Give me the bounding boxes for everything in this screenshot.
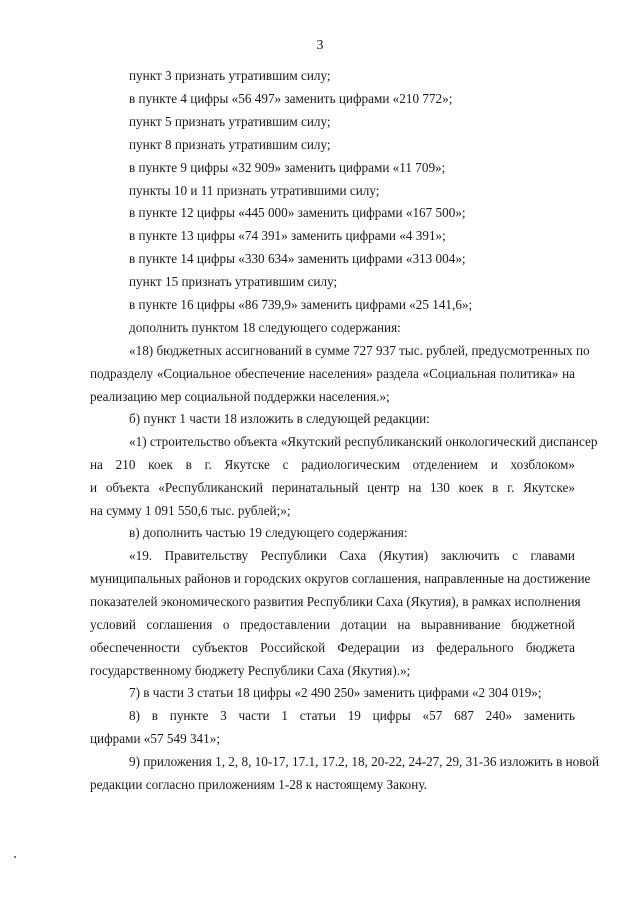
text-line: дополнить пунктом 18 следующего содержания: xyxy=(129,320,401,335)
text-line: пункт 3 признать утратившим силу; xyxy=(129,68,331,83)
text-line: пункт 8 признать утратившим силу; xyxy=(129,137,331,152)
text-line: 8) в пункте 3 части 1 статьи 19 цифры «57 687 240» заменить xyxy=(129,708,575,723)
text-line: в) дополнить частью 19 следующего содержания: xyxy=(129,525,408,540)
text-line: в пункте 4 цифры «56 497» заменить цифрами «210 772»; xyxy=(129,91,453,106)
text-line: государственному бюджету Республики Саха (Якутия).»; xyxy=(90,663,411,678)
text-line: в пункте 14 цифры «330 634» заменить цифрами «313 004»; xyxy=(129,251,466,266)
text-line: в пункте 13 цифры «74 391» заменить цифрами «4 391»; xyxy=(129,228,446,243)
text-line: пункт 15 признать утратившим силу; xyxy=(129,274,338,289)
text-line: б) пункт 1 части 18 изложить в следующей редакции: xyxy=(129,411,430,426)
text-line: на 210 коек в г. Якутске с радиологическим отделением и хозблоком» xyxy=(90,457,575,472)
text-line: подразделу «Социальное обеспечение населения» раздела «Социальная политика» на xyxy=(90,366,575,381)
text-line: «1) строительство объекта «Якутский республиканский онкологический диспансер xyxy=(129,434,598,449)
text-line: в пункте 16 цифры «86 739,9» заменить цифрами «25 141,6»; xyxy=(129,297,473,312)
text-line: муниципальных районов и городских округов соглашения, направленные на достижение xyxy=(90,571,591,586)
text-line: и объекта «Республиканский перинатальный центр на 130 коек в г. Якутске» xyxy=(90,480,575,495)
text-line: «18) бюджетных ассигнований в сумме 727 937 тыс. рублей, предусмотренных по xyxy=(129,343,590,358)
text-line: на сумму 1 091 550,6 тыс. рублей;»; xyxy=(90,503,291,518)
text-line: 7) в части 3 статьи 18 цифры «2 490 250» заменить цифрами «2 304 019»; xyxy=(129,685,542,700)
page-number: 3 xyxy=(316,38,324,53)
text-line: реализацию мер социальной поддержки населения.»; xyxy=(90,389,390,404)
text-line: в пункте 12 цифры «445 000» заменить цифрами «167 500»; xyxy=(129,205,466,220)
text-line: пункты 10 и 11 признать утратившими силу; xyxy=(129,183,380,198)
text-line: цифрами «57 549 341»; xyxy=(90,731,221,746)
text-line: условий соглашения о предоставлении дотации на выравнивание бюджетной xyxy=(90,617,575,632)
text-line: обеспеченности субъектов Российской Федерации из федерального бюджета xyxy=(90,640,575,655)
text-line: «19. Правительству Республики Саха (Якутия) заключить с главами xyxy=(129,548,575,563)
text-line: показателей экономического развития Республики Саха (Якутия), в рамках исполнения xyxy=(90,594,581,609)
text-line: редакции согласно приложениям 1-28 к настоящему Закону. xyxy=(90,777,427,792)
text-line: пункт 5 признать утратившим силу; xyxy=(129,114,331,129)
text-line: в пункте 9 цифры «32 909» заменить цифрами «11 709»; xyxy=(129,160,446,175)
scan-speck xyxy=(14,856,16,858)
text-line: 9) приложения 1, 2, 8, 10-17, 17.1, 17.2, 18, 20-22, 24-27, 29, 31-36 изложить в новой xyxy=(129,754,600,769)
